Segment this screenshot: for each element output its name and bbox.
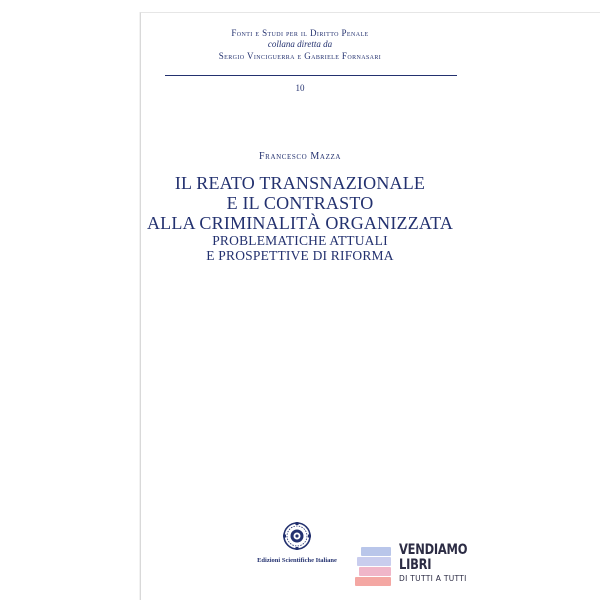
vendiamo-libri-badge (355, 543, 475, 593)
series-header (141, 27, 459, 62)
badge-text (399, 543, 482, 584)
series-divider (165, 75, 457, 76)
badge-line-vendiamo: VENDIAMO (399, 542, 468, 558)
series-title: Fonti e Studi per il Diritto Penale (231, 28, 369, 38)
book-title-line: IL REATO TRANSNAZIONALE (174, 173, 426, 193)
book-title-line: E IL CONTRASTO (226, 193, 374, 213)
series-directed-by: collana diretta da (267, 39, 333, 49)
publisher-seal-icon (282, 521, 312, 551)
book-subtitle-line: E PROSPETTIVE DI RIFORMA (206, 248, 394, 263)
badge-line-libri: LIBRI (399, 557, 432, 573)
book-title-line: ALLA CRIMINALITÀ ORGANIZZATA (146, 213, 454, 233)
book-title-block (141, 173, 459, 263)
badge-tagline: DI TUTTI A TUTTI (399, 574, 467, 583)
publisher-block (237, 521, 357, 564)
book-author: Francesco Mazza (259, 151, 341, 162)
series-editors: Sergio Vinciguerra e Gabriele Fornasari (218, 51, 382, 61)
series-number: 10 (295, 83, 305, 93)
book-subtitle-line: PROBLEMATICHE ATTUALI (212, 233, 388, 248)
book-cover (140, 12, 600, 600)
book-stack-icon (355, 547, 397, 591)
publisher-name: Edizioni Scientifiche Italiane (257, 557, 337, 564)
